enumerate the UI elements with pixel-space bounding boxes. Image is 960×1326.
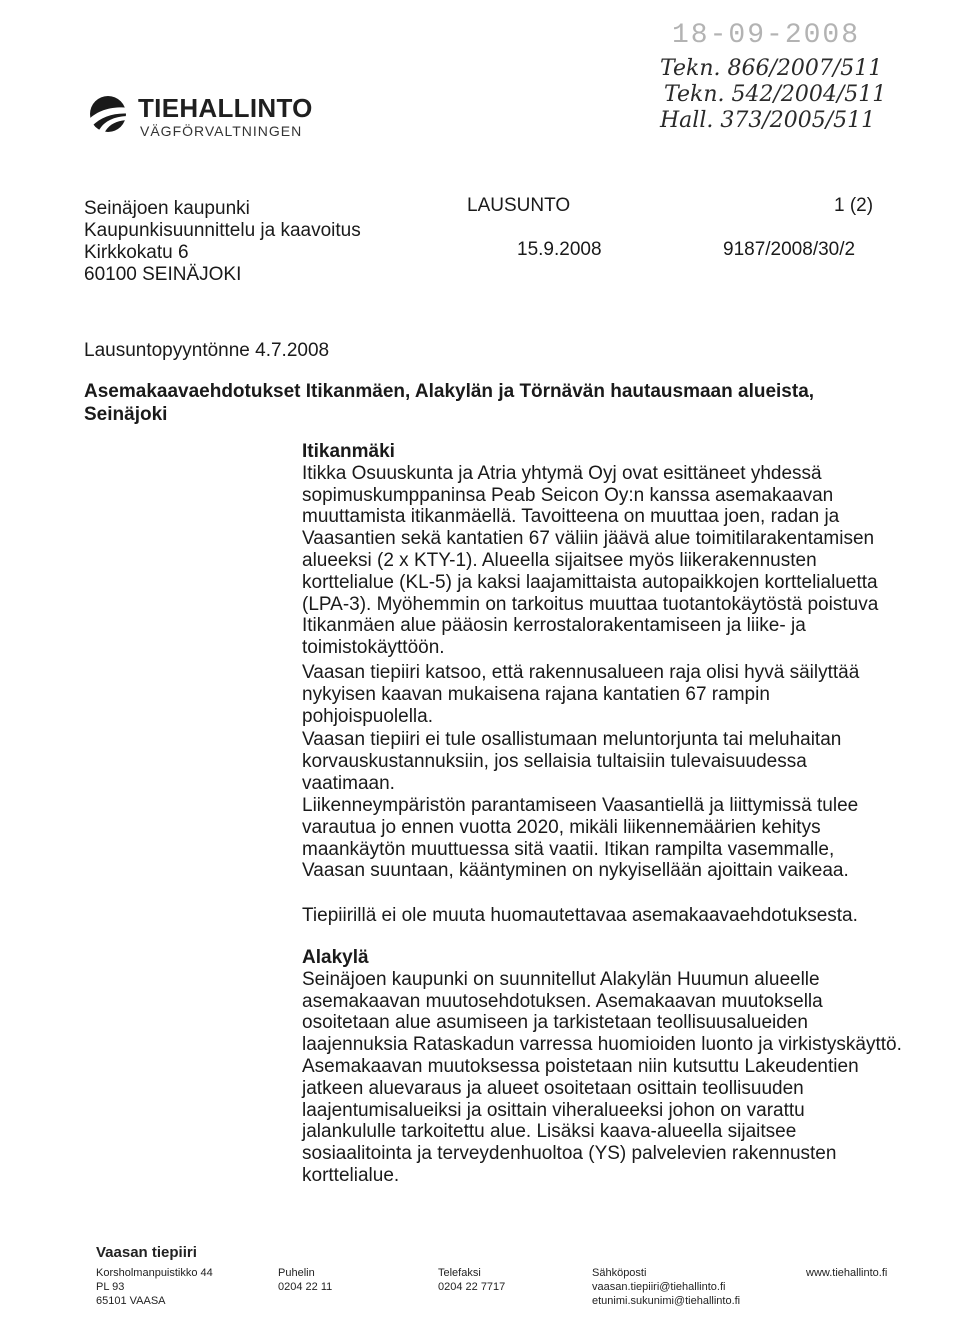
tiehallinto-emblem-icon — [86, 94, 132, 134]
handwritten-ref-line: Tekn. 542/2004/511 — [664, 82, 887, 107]
footer-email-value[interactable]: etunimi.sukunimi@tiehallinto.fi — [592, 1295, 741, 1307]
paragraph: Vaasan tiepiiri ei tule osallistumaan meluntorjunta tai meluhaitan korvauskustannuksiin, jos sellaisia tultaisiin tulevaisuudessa vaatimaan. — [302, 729, 842, 794]
logo-subtitle: VÄGFÖRVALTNINGEN — [140, 123, 303, 139]
section-heading: Itikanmäki — [302, 441, 395, 462]
document-date: 15.9.2008 — [517, 239, 602, 260]
handwritten-ref-line: Tekn. 866/2007/511 — [660, 56, 883, 81]
footer-email-value[interactable]: vaasan.tiepiiri@tiehallinto.fi — [592, 1281, 726, 1293]
footer-phone-label: Puhelin — [278, 1267, 315, 1279]
recipient-line: Kaupunkisuunnittelu ja kaavoitus — [84, 220, 361, 241]
footer-address-line: 65101 VAASA — [96, 1295, 166, 1307]
footer-fax-label: Telefaksi — [438, 1267, 481, 1279]
section-itikanmaki — [302, 441, 902, 659]
footer-fax — [438, 1266, 505, 1294]
footer-phone — [278, 1266, 332, 1294]
page-number: 1 (2) — [834, 195, 874, 216]
section-alakyla — [302, 947, 902, 1187]
received-stamp: 18-09-2008 — [672, 20, 861, 51]
footer-organization: Vaasan tiepiiri — [96, 1244, 197, 1261]
recipient-line: 60100 SEINÄJOKI — [84, 264, 242, 285]
logo-title: TIEHALLINTO — [138, 93, 313, 123]
request-reference: Lausuntopyyntönne 4.7.2008 — [84, 340, 330, 361]
paragraph: Itikka Osuuskunta ja Atria yhtymä Oyj ovat esittäneet yhdessä sopimuskumppaninsa Peab Seicon Oy:n kanssa asemakaavan muuttamista itikanmäellä. Tavoitteena on muuttaa joen, radan ja Vaasantien sekä kantatien 67 väliin jäävä alue toimitilarakentamisen alueeksi (2 x KTY-1). Alueella sijaitsee myös liikerakennusten korttelialue (KL-5) ja kaksi laajamittaista autopaikkojen korttelialuetta (LPA-3). Myöhemmin on tarkoitus muuttaa tuotantokäytöstä poistuva Itikanmäen alue pääosin kerrostalorakentamiseen ja liike- ja toimistokäyttöön. — [302, 462, 879, 659]
recipient-line: Kirkkokatu 6 — [84, 242, 189, 263]
section-heading: Alakylä — [302, 947, 369, 968]
reference-number: 9187/2008/30/2 — [723, 239, 856, 260]
document-type: LAUSUNTO — [467, 195, 571, 216]
footer-address-line: Korsholmanpuistikko 44 — [96, 1267, 213, 1279]
footer-fax-value: 0204 22 7717 — [438, 1281, 506, 1293]
paragraph: Vaasan tiepiiri katsoo, että rakennusalueen raja olisi hyvä säilyttää nykyisen kaavan mukaisena rajana kantatien 67 rampin pohjoispuolella. — [302, 662, 860, 727]
handwritten-ref-line: Hall. 373/2005/511 — [660, 108, 876, 133]
footer-email — [592, 1266, 740, 1308]
paragraph: Liikenneympäristön parantamiseen Vaasantiellä ja liittymissä tulee varautua jo ennen vuotta 2020, mikäli liikennemäärien kehitys maankäytön muuttuessa sitä vaatii. Itikan rampilta vasemmalle, Vaasan suuntaan, kääntyminen on nykyisellään ajoittain vaikeaa. — [302, 795, 859, 882]
paragraph: Seinäjoen kaupunki on suunnitellut Alakylän Huumun alueelle asemakaavan muutosehdotuksen. Asemakaavan muutoksella osoitetaan alue asumiseen ja tarkistetaan teollisuusalueiden laajennuksia Rataskadun varressa huomioiden luonto ja virkistyskäyttö. Asemakaavan muutoksessa poistetaan niin kutsuttu Lakeudentien jatkeen aluevaraus ja alueet osoitetaan osittain teollisuuden laajentumisalueiksi ja osittain viheralueeksi johon on varattu jalankululle tarkoitettu alue. Lisäksi kaava-alueella sijaitsee sosiaalitointa ja terveydenhuoltoa (YS) palvelevien rakennusten korttelialue. — [302, 968, 902, 1186]
document-title: Asemakaavaehdotukset Itikanmäen, Alakylän ja Törnävän hautausmaan alueista, Seinäjoki — [84, 381, 815, 425]
paragraph: Tiepiirillä ei ole muuta huomautettavaa asemakaavaehdotuksesta. — [302, 905, 858, 926]
recipient-line: Seinäjoen kaupunki — [84, 198, 250, 219]
footer-phone-value: 0204 22 11 — [278, 1281, 333, 1293]
footer-email-label: Sähköposti — [592, 1267, 647, 1279]
footer-address-line: PL 93 — [96, 1281, 125, 1293]
footer-website-link[interactable]: www.tiehallinto.fi — [806, 1267, 888, 1279]
footer-address — [96, 1266, 213, 1308]
recipient-address — [84, 198, 361, 286]
